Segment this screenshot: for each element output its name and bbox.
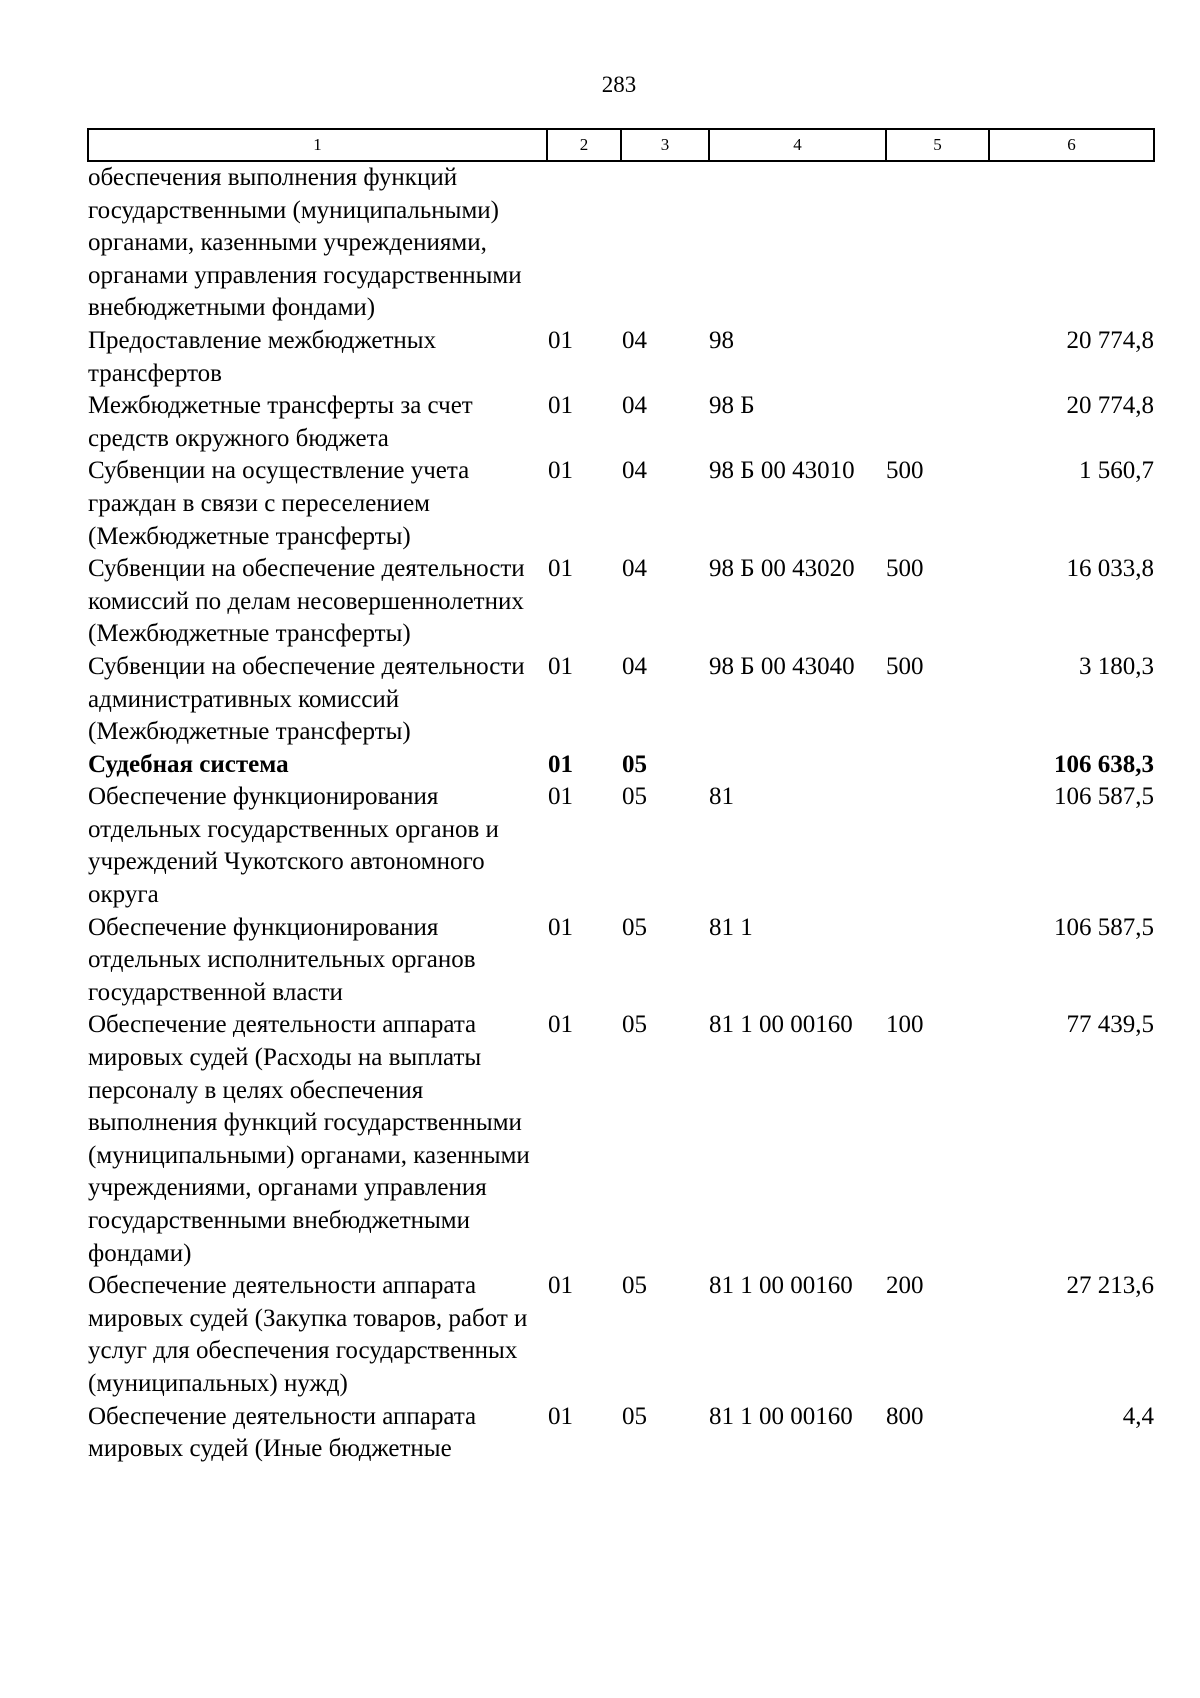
table-row [88,325,1154,390]
row-expense-type-cell: 100 [886,1011,924,1039]
row-section-cell: 01 [548,392,573,420]
table-row [88,1009,1154,1270]
header-col-6: 6 [989,129,1154,161]
header-row [88,129,1154,161]
row-section-cell: 01 [548,652,573,680]
row-expense-type-cell: 500 [886,652,924,680]
table-row [88,1270,1154,1400]
row-section-cell: 01 [548,913,573,941]
row-amount-cell: 106 638,3 [1054,750,1154,778]
row-expense-type-cell [886,161,989,325]
row-expense-type-cell [886,325,989,390]
header-col-3: 3 [621,129,709,161]
table-row [88,912,1154,1010]
table-row [88,161,1154,325]
row-target-article-cell: 81 1 00 00160 [709,1011,853,1039]
row-target-article-cell: 98 Б 00 43010 [709,457,855,485]
row-amount-cell: 106 587,5 [1054,783,1154,811]
row-section-cell: 01 [548,750,573,778]
row-target-article-cell: 81 1 00 00160 [709,1272,853,1300]
row-amount-cell: 4,4 [1122,1402,1154,1430]
row-section-cell: 01 [548,1402,573,1430]
row-section-cell: 01 [548,555,573,583]
row-name-cell: Обеспечение функционирования отдельных государственных органов и учреждений Чукотского автономного округа [88,783,499,909]
table-body [88,161,1154,1466]
row-section-cell [547,161,621,325]
row-target-article-cell: 81 1 00 00160 [709,1402,853,1430]
row-amount-cell: 16 033,8 [1066,555,1154,583]
row-expense-type-cell [886,781,989,911]
row-amount-cell: 77 439,5 [1066,1011,1154,1039]
row-subsection-cell: 04 [622,555,647,583]
row-subsection-cell: 04 [622,326,647,354]
table-row [88,651,1154,749]
row-name-cell: Предоставление межбюджетных трансфертов [88,326,437,387]
row-subsection-cell: 05 [622,783,647,811]
row-name-cell: Межбюджетные трансферты за счет средств окружного бюджета [88,392,473,452]
row-expense-type-cell: 500 [886,457,924,485]
row-subsection-cell: 05 [622,1272,647,1300]
header-col-4: 4 [709,129,886,161]
row-expense-type-cell: 800 [886,1402,924,1430]
row-expense-type-cell [886,912,989,1010]
row-name-cell: Обеспечение деятельности аппарата мировых судей (Иные бюджетные [88,1402,477,1463]
row-expense-type-cell [886,749,989,782]
budget-table [87,128,1155,1466]
table-row [88,1401,1154,1466]
row-amount-cell: 106 587,5 [1054,913,1154,941]
row-name-cell: Обеспечение деятельности аппарата мировых судей (Расходы на выплаты персоналу в целях обеспечения выполнения функций государственными (муниципальными) органами, казенными учреждениями, органами управления государственными внебюджетными фондами) [88,1011,530,1267]
page-number: 283 [601,72,637,97]
row-target-article-cell [709,749,886,782]
row-amount-cell: 3 180,3 [1079,652,1154,680]
row-target-article-cell: 98 Б [709,392,755,420]
table-row [88,553,1154,651]
row-name-cell: Субвенции на обеспечение деятельности административных комиссий (Межбюджетные трансферты) [88,652,525,746]
row-name-cell: Судебная система [88,750,289,778]
row-subsection-cell: 04 [622,392,647,420]
row-subsection-cell: 05 [622,1011,647,1039]
row-expense-type-cell [886,390,989,455]
row-target-article-cell: 98 Б 00 43020 [709,555,855,583]
row-amount-cell: 27 213,6 [1066,1272,1154,1300]
table-row [88,455,1154,553]
row-section-cell: 01 [548,1011,573,1039]
row-expense-type-cell: 200 [886,1272,924,1300]
row-subsection-cell: 04 [622,652,647,680]
header-col-2: 2 [547,129,621,161]
row-target-article-cell: 98 [709,326,734,354]
row-name-cell: обеспечения выполнения функций государственными (муниципальными) органами, казенными учреждениями, органами управления государственными внебюджетными фондами) [88,164,522,322]
row-amount-cell [989,161,1154,325]
row-amount-cell: 1 560,7 [1079,457,1154,485]
row-section-cell: 01 [548,783,573,811]
row-expense-type-cell: 500 [886,555,924,583]
row-section-cell: 01 [548,1272,573,1300]
row-target-article-cell [709,161,886,325]
row-target-article-cell: 81 [709,783,734,811]
row-target-article-cell: 98 Б 00 43040 [709,652,855,680]
row-amount-cell: 20 774,8 [1066,326,1154,354]
row-subsection-cell: 04 [622,457,647,485]
row-name-cell: Обеспечение деятельности аппарата мировых судей (Закупка товаров, работ и услуг для обеспечения государственных (муниципальных) нужд) [88,1272,528,1397]
row-amount-cell: 20 774,8 [1066,392,1154,420]
header-col-5: 5 [886,129,989,161]
row-section-cell: 01 [548,326,573,354]
row-subsection-cell: 05 [622,1402,647,1430]
row-target-article-cell: 81 1 [709,913,753,941]
table-row [88,749,1154,782]
row-subsection-cell: 05 [622,913,647,941]
row-subsection-cell [621,161,709,325]
table-row [88,390,1154,455]
row-name-cell: Обеспечение функционирования отдельных исполнительных органов государственной власти [88,913,476,1006]
row-subsection-cell: 05 [622,750,647,778]
row-name-cell: Субвенции на обеспечение деятельности комиссий по делам несовершеннолетних (Межбюджетные трансферты) [88,555,525,648]
header-col-1: 1 [88,129,547,161]
row-section-cell: 01 [548,457,573,485]
table-header [88,129,1154,161]
table-row [88,781,1154,911]
row-name-cell: Субвенции на осуществление учета граждан в связи с переселением (Межбюджетные трансферты) [88,457,470,550]
